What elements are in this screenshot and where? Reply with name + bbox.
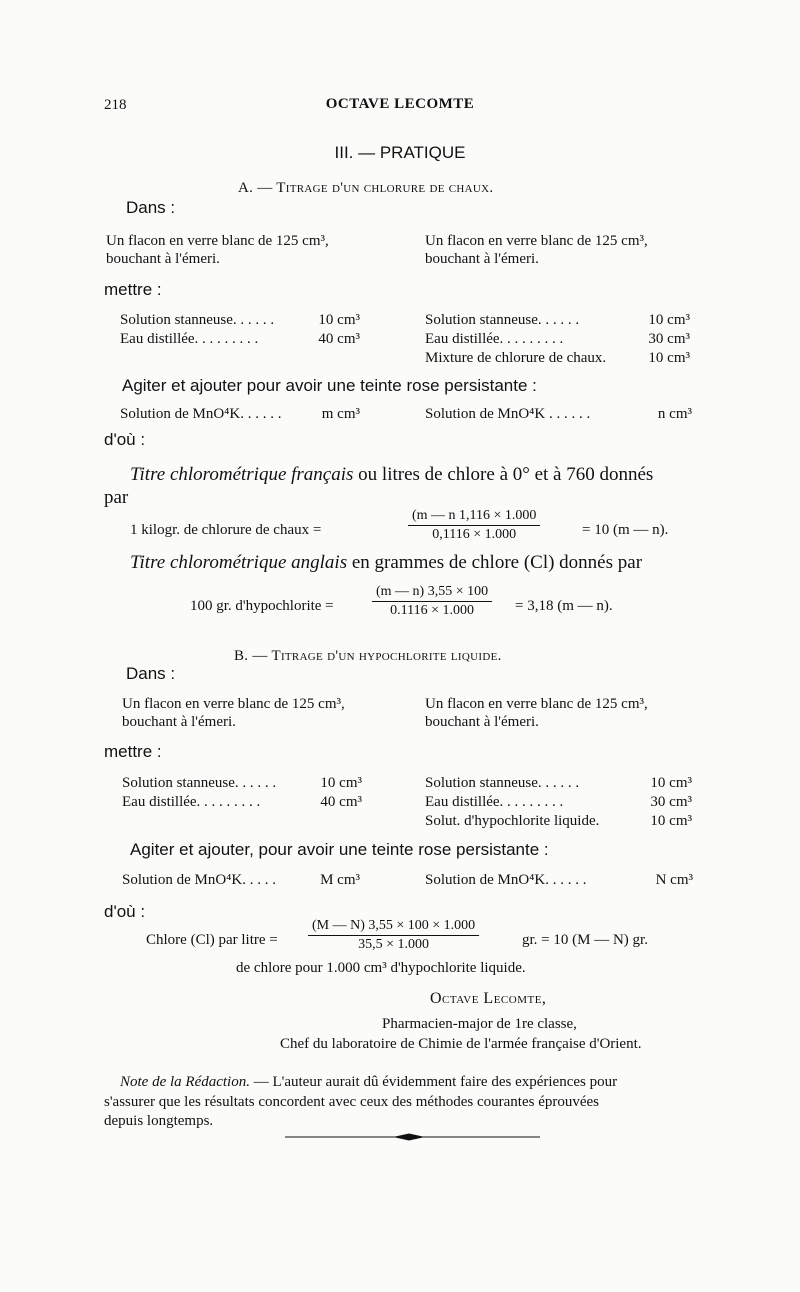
titre-fr-label: Titre chlorométrique français [130,464,354,485]
row-label: Eau distillée. . . . . . . . . [120,331,259,347]
part-b-right-row [425,794,692,811]
part-a-dou: d'où : [104,430,146,449]
part-a-mettre: mettre : [104,280,162,299]
part-a-right-row [425,350,690,367]
part-a-dans: Dans : [126,198,176,217]
part-b-left-row [122,775,362,792]
part-b-agiter: Agiter et ajouter, pour avoir une teinte rose persistante : [130,840,549,859]
row-value: 40 cm³ [320,794,362,810]
part-a-right-row [425,331,690,348]
row-label: Eau distillée. . . . . . . . . [425,331,564,347]
part-b-permanganate-left [122,872,360,889]
part-a-right-row [425,312,690,329]
part-a-par: par [104,487,129,508]
part-b-left-row [122,794,362,811]
section-title: III. — PRATIQUE [334,143,466,162]
row-label: Solution de MnO⁴K. . . . . [122,872,276,888]
part-a-flask-left-line1: Un flacon en verre blanc de 125 cm³, [106,233,329,249]
note-line2: s'assurer que les résultats concordent avec ceux des méthodes courantes éprouvées [104,1094,600,1110]
row-label: Solution de MnO⁴K. . . . . . [425,872,587,888]
part-a-heading: A. — Titrage d'un chlorure de chaux. [238,180,494,196]
note-label: Note de la Rédaction. [120,1074,250,1090]
part-a-flask-right-line1: Un flacon en verre blanc de 125 cm³, [425,233,648,249]
note-line3: depuis longtemps. [104,1113,214,1129]
row-value: 30 cm³ [648,331,690,347]
part-a-left-row [120,312,360,329]
row-value: 10 cm³ [650,775,692,791]
row-label: Mixture de chlorure de chaux. [425,350,607,366]
formula3-right: gr. = 10 (M — N) gr. [522,932,648,948]
row-label: Solution stanneuse. . . . . . [122,775,277,791]
formula1-fraction [408,508,540,543]
part-b-flask-left-line2: bouchant à l'émeri. [122,714,236,730]
part-b-mettre: mettre : [104,742,162,761]
row-value: M cm³ [320,872,360,888]
signature-affiliation: Chef du laboratoire de Chimie de l'armée française d'Orient. [280,1036,642,1052]
part-b-dou: d'où : [104,902,146,921]
row-label: Eau distillée. . . . . . . . . [122,794,261,810]
part-b-dans: Dans : [126,664,176,683]
row-label: Solution de MnO⁴K. . . . . . [120,406,282,422]
part-a-agiter: Agiter et ajouter pour avoir une teinte rose persistante : [122,376,537,395]
row-label: Eau distillée. . . . . . . . . [425,794,564,810]
part-a-flask-left-line2: bouchant à l'émeri. [106,251,220,267]
formula1-left: 1 kilogr. de chlorure de chaux = [130,522,322,538]
ornament-rule [285,1130,540,1144]
formula2-left: 100 gr. d'hypochlorite = [190,598,334,614]
formula3-denominator: 35,5 × 1.000 [358,937,430,952]
part-b-flask-right-line2: bouchant à l'émeri. [425,714,539,730]
row-value: N cm³ [655,872,693,888]
row-value: m cm³ [321,406,360,422]
signature-name: Octave Lecomte, [430,990,547,1007]
part-b-right-row [425,775,692,792]
formula2-numerator: (m — n) 3,55 × 100 [372,584,492,602]
row-value: 10 cm³ [318,312,360,328]
signature-role: Pharmacien-major de 1re classe, [382,1016,577,1032]
formula3-numerator: (M — N) 3,55 × 100 × 1.000 [308,918,479,936]
part-b-right-row [425,813,692,830]
part-a-titre-fr [130,464,653,486]
part-a-permanganate-left [120,406,360,423]
formula1-denominator: 0,1116 × 1.000 [432,527,517,542]
part-a-permanganate-right [425,406,692,423]
row-value: 40 cm³ [318,331,360,347]
formula3-fraction [308,918,479,953]
page-number: 218 [104,97,127,113]
row-value: 10 cm³ [648,350,690,366]
part-b-permanganate-right [425,872,693,889]
part-a-left-row [120,331,360,348]
formula3-caption: de chlore pour 1.000 cm³ d'hypochlorite liquide. [236,960,526,976]
row-value: 10 cm³ [320,775,362,791]
note-line1 [120,1074,617,1091]
formula2-denominator: 0.1116 × 1.000 [390,603,474,618]
part-a-flask-right-line2: bouchant à l'émeri. [425,251,539,267]
formula2-fraction [372,584,492,619]
row-label: Solution stanneuse. . . . . . [120,312,275,328]
row-value: 30 cm³ [650,794,692,810]
row-value: 10 cm³ [648,312,690,328]
note-text: — L'auteur aurait dû évidemment faire des expériences pour [253,1074,618,1090]
row-label: Solution de MnO⁴K . . . . . . [425,406,591,422]
row-value: n cm³ [657,406,692,422]
row-label: Solution stanneuse. . . . . . [425,775,580,791]
part-b-heading: B. — Titrage d'un hypochlorite liquide. [234,648,502,664]
part-b-flask-right-line1: Un flacon en verre blanc de 125 cm³, [425,696,648,712]
row-label: Solut. d'hypochlorite liquide. [425,813,600,829]
formula1-numerator: (m — n 1,116 × 1.000 [408,508,540,526]
titre-fr-text: ou litres de chlore à 0° et à 760 donnés [358,464,654,485]
running-title: OCTAVE LECOMTE [325,96,475,112]
part-a-titre-en [130,552,642,574]
titre-en-text: en grammes de chlore (Cl) donnés par [351,552,643,573]
formula3-left: Chlore (Cl) par litre = [146,932,278,948]
formula2-right: = 3,18 (m — n). [515,598,613,614]
part-b-flask-left-line1: Un flacon en verre blanc de 125 cm³, [122,696,345,712]
row-label: Solution stanneuse. . . . . . [425,312,580,328]
row-value: 10 cm³ [650,813,692,829]
titre-en-label: Titre chlorométrique anglais [130,552,348,573]
formula1-right: = 10 (m — n). [582,522,669,538]
